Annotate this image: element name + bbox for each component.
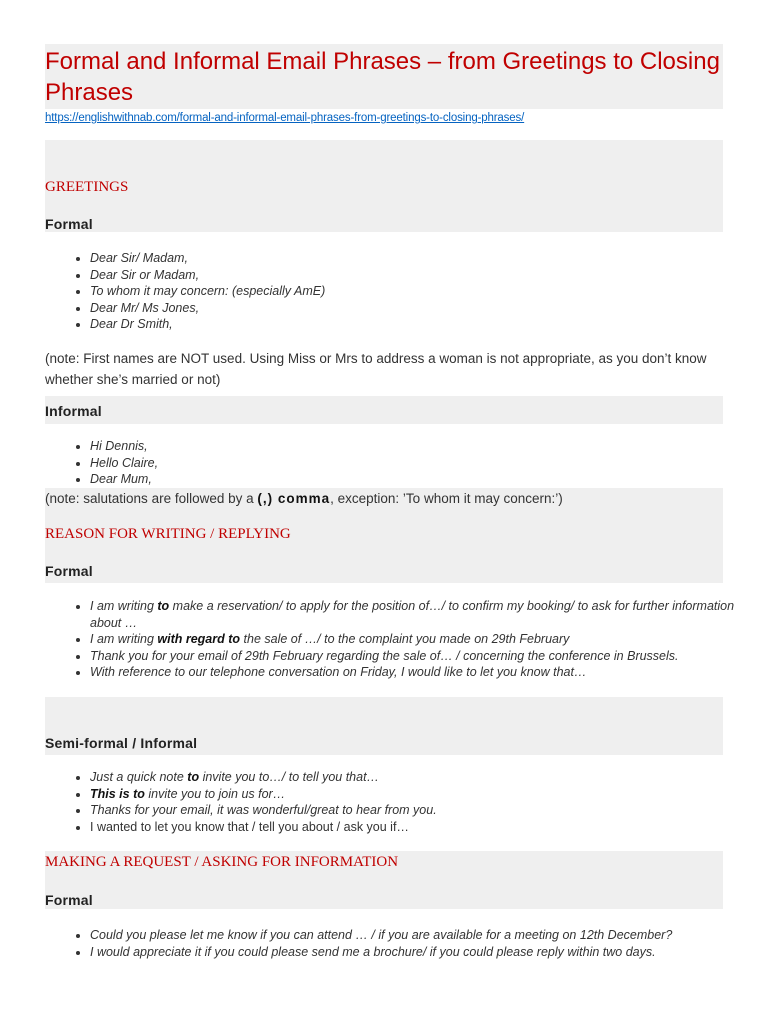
list-item: • Could you please let me know if you can attend … / if you are available for a meeting on 12th December? [90, 927, 750, 944]
list-item: • To whom it may concern: (especially AmE) [90, 283, 750, 300]
semi-formal-label: Semi-formal / Informal [45, 735, 198, 751]
salutation-note: (note: salutations are followed by a (,) comma, exception: ’To whom it may concern:’) [45, 491, 563, 506]
greetings-heading: GREETINGS [45, 179, 129, 195]
request-formal-label: Formal [45, 892, 93, 908]
request-formal-list [64, 927, 750, 960]
list-item: • I would appreciate it if you could please send me a brochure/ if you could please reply within two days. [90, 944, 750, 961]
list-item: • With reference to our telephone conversation on Friday, I would like to let you know that… [90, 664, 750, 681]
list-item: • Dear Mum, [90, 471, 750, 488]
greetings-formal-list [64, 250, 750, 333]
reason-formal-list [64, 598, 750, 681]
request-heading: MAKING A REQUEST / ASKING FOR INFORMATION [45, 854, 399, 870]
semi-formal-list [64, 769, 750, 835]
greetings-note: (note: First names are NOT used. Using Miss or Mrs to address a woman is not appropriate, as you don’t know whether she’s married or not) [45, 351, 707, 387]
list-item: • I wanted to let you know that / tell you about / ask you if… [90, 819, 750, 836]
greetings-formal-label: Formal [45, 216, 93, 232]
greetings-informal-list [64, 438, 750, 488]
list-item: • Dear Dr Smith, [90, 316, 750, 333]
greetings-informal-label: Informal [45, 403, 102, 419]
source-link[interactable]: https://englishwithnab.com/formal-and-informal-email-phrases-from-greetings-to-closing-phrases/ [45, 112, 525, 124]
list-item: • Just a quick note to invite you to…/ to tell you that… [90, 769, 750, 786]
list-item: • Hi Dennis, [90, 438, 750, 455]
list-item: • Dear Sir/ Madam, [90, 250, 750, 267]
informal-label-band [45, 396, 723, 424]
greetings-heading-band [45, 140, 723, 232]
page-title: Formal and Informal Email Phrases – from Greetings to Closing Phrases [45, 48, 720, 106]
list-item: • Dear Sir or Madam, [90, 267, 750, 284]
list-item: • I am writing with regard to the sale of …/ to the complaint you made on 29th February [90, 631, 750, 648]
reason-formal-label: Formal [45, 563, 93, 579]
list-item: • This is to invite you to join us for… [90, 786, 750, 803]
list-item: • Hello Claire, [90, 455, 750, 472]
list-item: • Thank you for your email of 29th February regarding the sale of… / concerning the conference in Brussels. [90, 648, 750, 665]
list-item: • Dear Mr/ Ms Jones, [90, 300, 750, 317]
list-item: • Thanks for your email, it was wonderful/great to hear from you. [90, 802, 750, 819]
reason-heading: REASON FOR WRITING / REPLYING [45, 526, 291, 542]
list-item: • I am writing to make a reservation/ to apply for the position of…/ to confirm my booking/ to ask for further information about … [90, 598, 750, 631]
